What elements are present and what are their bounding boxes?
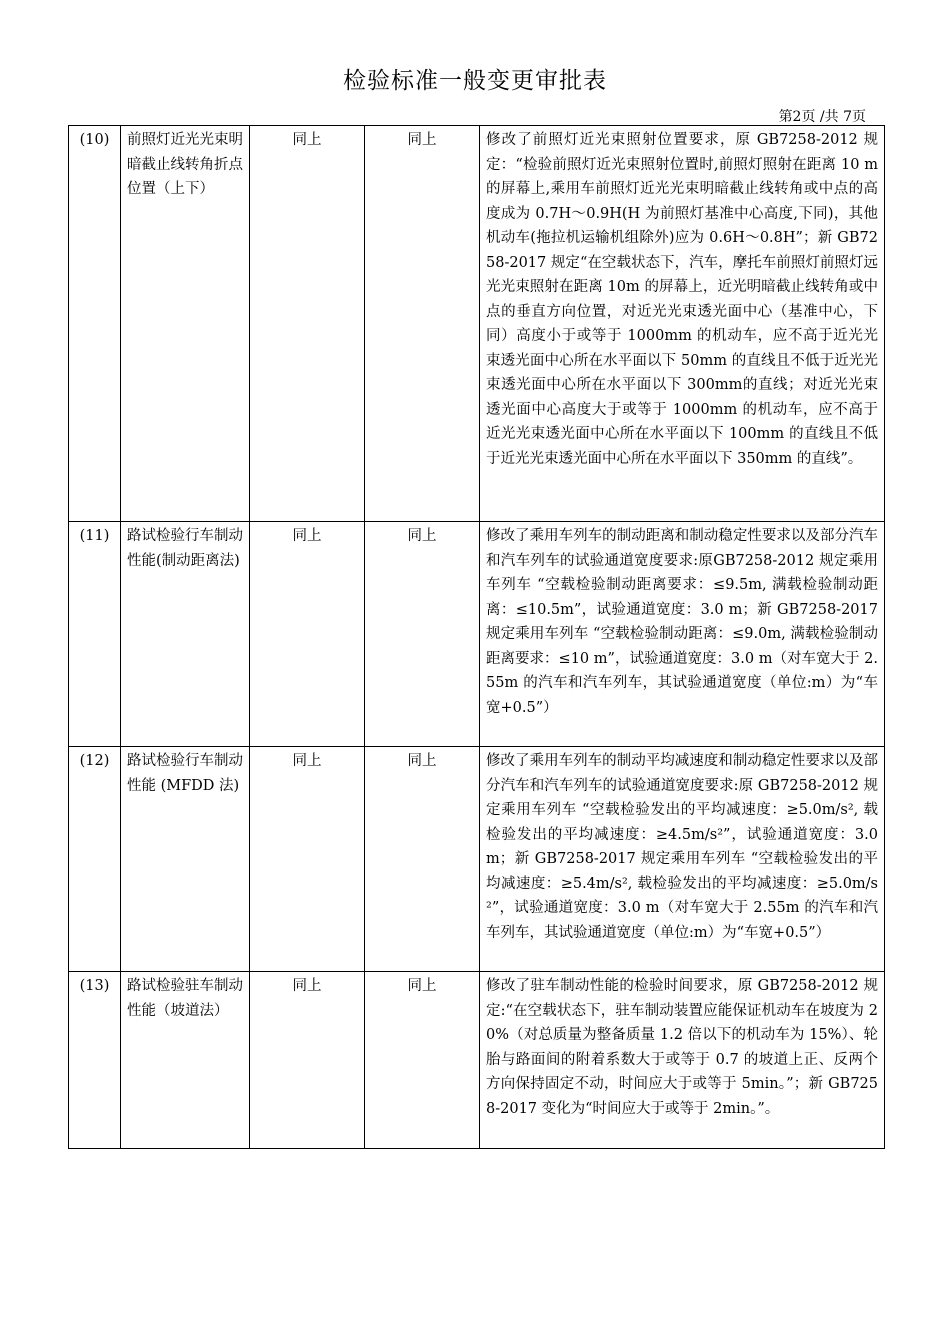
- same-as-above-cell: 同上: [365, 522, 480, 747]
- same-as-above-cell: 同上: [250, 522, 365, 747]
- same-as-above-cell: 同上: [365, 126, 480, 522]
- inspection-item: 路试检验行车制动性能(制动距离法): [121, 522, 250, 747]
- page-title: 检验标准一般变更审批表: [343, 68, 607, 94]
- change-description: 修改了乘用车列车的制动距离和制动稳定性要求以及部分汽车和汽车列车的试验通道宽度要求:原GB7258-2012 规定乘用车列车 “空载检验制动距离要求：≤9.5m, 满载检验制动距离：≤10.5m”，试验通道宽度：3.0 m；新 GB7258-2017 规定乘用车列车 “空载检验制动距离：≤9.0m, 满载检验制动距离要求：≤10 m”，试验通道宽度：3.0 m（对车宽大于 2.55m 的汽车和汽车列车，其试验通道宽度（单位:m）为“车宽+0.5”）: [480, 522, 885, 747]
- row-number: (10): [69, 126, 121, 522]
- table-row: [69, 747, 885, 972]
- change-description: 修改了驻车制动性能的检验时间要求，原 GB7258-2012 规定:“在空载状态下，驻车制动装置应能保证机动车在坡度为 20%（对总质量为整备质量 1.2 倍以下的机动车为 15%）、轮胎与路面间的附着系数大于或等于 0.7 的坡道上正、反两个方向保持固定不动，时间应大于或等于 5min。”；新 GB7258-2017 变化为“时间应大于或等于 2min。”。: [480, 972, 885, 1149]
- inspection-item: 前照灯近光光束明暗截止线转角折点位置（上下）: [121, 126, 250, 522]
- change-description: 修改了前照灯近光束照射位置要求，原 GB7258-2012 规定：“检验前照灯近光束照射位置时,前照灯照射在距离 10 m的屏幕上,乘用车前照灯近光光束明暗截止线转角或中点的高度成为 0.7H～0.9H(H 为前照灯基准中心高度,下同)，其他机动车(拖拉机运输机组除外)应为 0.6H～0.8H”；新 GB7258-2017 规定“在空载状态下，汽车，摩托车前照灯前照灯远光光束照射在距离 10m 的屏幕上，近光明暗截止线转角或中点的垂直方向位置，对近光光束透光面中心（基准中心，下同）高度小于或等于 1000mm 的机动车，应不高于近光光束透光面中心所在水平面以下 50mm 的直线且不低于近光光束透光面中心所在水平面以下 300mm的直线；对近光光束透光面中心高度大于或等于 1000mm 的机动车，应不高于近光光束透光面中心所在水平面以下 100mm 的直线且不低于近光光束透光面中心所在水平面以下 350mm 的直线”。: [480, 126, 885, 522]
- row-number: (13): [69, 972, 121, 1149]
- row-number: (12): [69, 747, 121, 972]
- approval-table: [68, 125, 885, 1149]
- page-indicator: 第2页 /共 7页: [778, 109, 866, 125]
- change-description: 修改了乘用车列车的制动平均减速度和制动稳定性要求以及部分汽车和汽车列车的试验通道宽度要求:原 GB7258-2012 规定乘用车列车 “空载检验发出的平均减速度：≥5.0m/s², 载检验发出的平均减速度：≥4.5m/s²”，试验通道宽度：3.0 m；新 GB7258-2017 规定乘用车列车 “空载检验发出的平均减速度：≥5.4m/s², 载检验发出的平均减速度：≥5.0m/s²”，试验通道宽度：3.0 m（对车宽大于 2.55m 的汽车和汽车列车，其试验通道宽度（单位:m）为“车宽+0.5”）: [480, 747, 885, 972]
- same-as-above-cell: 同上: [365, 972, 480, 1149]
- same-as-above-cell: 同上: [250, 126, 365, 522]
- same-as-above-cell: 同上: [250, 747, 365, 972]
- same-as-above-cell: 同上: [250, 972, 365, 1149]
- table-row: [69, 126, 885, 522]
- inspection-item: 路试检验行车制动性能 (MFDD 法): [121, 747, 250, 972]
- inspection-item: 路试检验驻车制动性能（坡道法）: [121, 972, 250, 1149]
- table-row: [69, 972, 885, 1149]
- table-row: [69, 522, 885, 747]
- same-as-above-cell: 同上: [365, 747, 480, 972]
- row-number: (11): [69, 522, 121, 747]
